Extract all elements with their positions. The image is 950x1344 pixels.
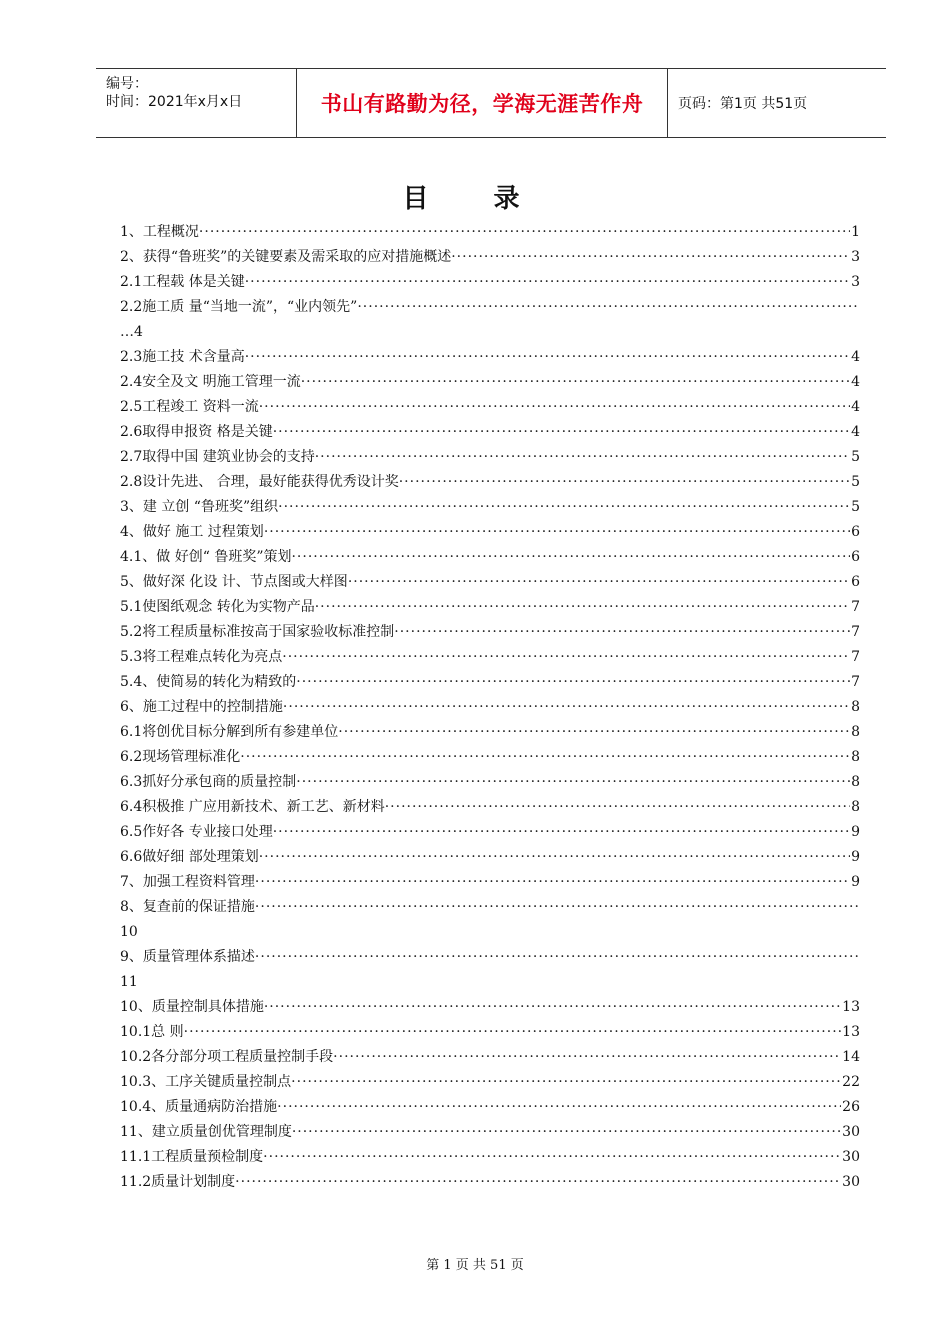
header-info-cell bbox=[96, 69, 297, 137]
toc-entry-title: 2.4安全及文 明施工管理一流 bbox=[120, 374, 301, 390]
toc-leader-dots bbox=[292, 1120, 841, 1145]
toc-entry-page: 8 bbox=[851, 724, 860, 740]
toc-leader-dots bbox=[255, 945, 860, 970]
toc-entry-page: 11 bbox=[120, 974, 138, 990]
toc-entry-title: 3、建 立创 “鲁班奖”组织 bbox=[120, 499, 279, 515]
toc-entry-title: 6.3抓好分承包商的质量控制 bbox=[120, 774, 297, 790]
toc-leader-dots bbox=[291, 1070, 841, 1095]
toc-entry-title: 7、加强工程资料管理 bbox=[120, 874, 255, 890]
toc-entry-page: 6 bbox=[851, 549, 860, 565]
toc-entry-page: 4 bbox=[851, 424, 860, 440]
table-of-contents bbox=[120, 220, 860, 1195]
toc-entry-page: 5 bbox=[851, 474, 860, 490]
toc-entry[interactable] bbox=[120, 520, 860, 545]
toc-entry[interactable] bbox=[120, 1070, 860, 1095]
toc-entry[interactable] bbox=[120, 695, 860, 720]
toc-entry-title: 5.4、使简易的转化为精致的 bbox=[120, 674, 297, 690]
toc-entry-page: 8 bbox=[851, 749, 860, 765]
toc-entry-page: 5 bbox=[851, 449, 860, 465]
toc-entry[interactable] bbox=[120, 595, 860, 620]
toc-entry-page: 30 bbox=[842, 1174, 860, 1190]
toc-leader-dots bbox=[255, 895, 860, 920]
toc-leader-dots bbox=[259, 395, 850, 420]
toc-entry-title: 2.6取得申报资 格是关键 bbox=[120, 424, 273, 440]
toc-leader-dots bbox=[282, 645, 850, 670]
toc-entry-page: 6 bbox=[851, 524, 860, 540]
toc-leader-dots bbox=[264, 995, 841, 1020]
toc-entry-title: 6.5作好各 专业接口处理 bbox=[120, 824, 273, 840]
page-footer: 第 1 页 共 51 页 bbox=[426, 1258, 524, 1273]
toc-entry[interactable] bbox=[120, 570, 860, 595]
toc-leader-dots bbox=[357, 295, 860, 320]
toc-entry[interactable] bbox=[120, 295, 860, 345]
toc-entry-title: 8、复查前的保证措施 bbox=[120, 899, 255, 915]
toc-leader-dots bbox=[277, 1095, 841, 1120]
toc-entry[interactable] bbox=[120, 870, 860, 895]
toc-entry-page: 13 bbox=[842, 1024, 860, 1040]
toc-leader-dots bbox=[199, 220, 850, 245]
toc-entry-page: 30 bbox=[842, 1149, 860, 1165]
toc-entry-title: 5、做好深 化设 计、节点图或大样图 bbox=[120, 574, 348, 590]
toc-entry-page: 1 bbox=[851, 224, 860, 240]
toc-entry-page: 30 bbox=[842, 1124, 860, 1140]
toc-entry-page: 8 bbox=[851, 699, 860, 715]
toc-entry-title: 11.2质量计划制度 bbox=[120, 1174, 236, 1190]
header-page-cell bbox=[668, 69, 886, 137]
toc-leader-dots bbox=[296, 770, 850, 795]
toc-entry-page: 7 bbox=[851, 674, 860, 690]
toc-entry-title: 10.2各分部分项工程质量控制手段 bbox=[120, 1049, 334, 1065]
toc-entry[interactable] bbox=[120, 395, 860, 420]
toc-leader-dots bbox=[385, 795, 850, 820]
toc-leader-dots bbox=[273, 420, 850, 445]
toc-entry-page: 7 bbox=[851, 599, 860, 615]
toc-leader-dots bbox=[315, 445, 850, 470]
toc-entry[interactable] bbox=[120, 895, 860, 945]
toc-entry-title: 4.1、做 好创“ 鲁班奖”策划 bbox=[120, 549, 292, 565]
toc-entry[interactable] bbox=[120, 1120, 860, 1145]
toc-leader-dots bbox=[394, 620, 850, 645]
toc-entry-page: 9 bbox=[851, 824, 860, 840]
toc-entry[interactable] bbox=[120, 545, 860, 570]
toc-entry-title: 2.3施工技 术含量高 bbox=[120, 349, 245, 365]
toc-entry-page: 5 bbox=[851, 499, 860, 515]
toc-entry-title: 6.4积极推 广应用新技术、新工艺、新材料 bbox=[120, 799, 385, 815]
toc-entry-title: 2.7取得中国 建筑业协会的支持 bbox=[120, 449, 315, 465]
toc-entry-page: 9 bbox=[851, 874, 860, 890]
toc-entry[interactable] bbox=[120, 495, 860, 520]
toc-leader-dots bbox=[333, 1045, 841, 1070]
toc-entry-title: 2.2施工质 量“当地一流”，“业内领先” bbox=[120, 299, 358, 315]
header-page-label: 页码：第1页 共51页 bbox=[678, 96, 808, 112]
toc-leader-dots bbox=[255, 870, 850, 895]
toc-entry-title: 2、获得“鲁班奖”的关键要素及需采取的应对措施概述 bbox=[120, 249, 452, 265]
toc-entry[interactable] bbox=[120, 1020, 860, 1045]
toc-entry-page: 7 bbox=[851, 624, 860, 640]
toc-entry-page: 4 bbox=[851, 399, 860, 415]
toc-entry-page: 9 bbox=[851, 849, 860, 865]
document-time-label: 时间：2021年x月x日 bbox=[106, 94, 243, 110]
toc-entry-page: 3 bbox=[851, 249, 860, 265]
toc-entry-page: 4 bbox=[134, 324, 143, 340]
toc-entry[interactable] bbox=[120, 1045, 860, 1070]
toc-entry-title: 11.1工程质量预检制度 bbox=[120, 1149, 264, 1165]
toc-entry[interactable] bbox=[120, 670, 860, 695]
toc-leader-dots bbox=[278, 495, 850, 520]
toc-leader-dots bbox=[273, 820, 850, 845]
toc-entry-title: 6.1将创优目标分解到所有参建单位 bbox=[120, 724, 339, 740]
toc-entry-title: 10.3、工序关键质量控制点 bbox=[120, 1074, 292, 1090]
toc-entry-title: 4、做好 施工 过程策划 bbox=[120, 524, 264, 540]
toc-entry-page: 6 bbox=[851, 574, 860, 590]
toc-entry-title: 5.3将工程难点转化为亮点 bbox=[120, 649, 283, 665]
toc-entry-title: 1、工程概况 bbox=[120, 224, 199, 240]
toc-entry[interactable] bbox=[120, 995, 860, 1020]
toc-entry[interactable] bbox=[120, 945, 860, 995]
toc-entry-page: 26 bbox=[842, 1099, 860, 1115]
toc-entry-title: 10.4、质量通病防治措施 bbox=[120, 1099, 278, 1115]
toc-entry[interactable] bbox=[120, 1095, 860, 1120]
toc-entry-page: 8 bbox=[851, 799, 860, 815]
toc-entry-title: 5.2将工程质量标准按高于国家验收标准控制 bbox=[120, 624, 395, 640]
toc-entry-title: 2.5工程竣工 资料一流 bbox=[120, 399, 259, 415]
toc-leader-dots bbox=[283, 695, 850, 720]
toc-entry[interactable] bbox=[120, 245, 860, 270]
toc-entry-page: 8 bbox=[851, 774, 860, 790]
toc-leader-dots bbox=[263, 1145, 841, 1170]
toc-entry[interactable] bbox=[120, 370, 860, 395]
toc-leader-dots bbox=[259, 845, 850, 870]
toc-entry[interactable] bbox=[120, 1170, 860, 1195]
toc-entry-title: 2.8设计先进、 合理，最好能获得优秀设计奖 bbox=[120, 474, 399, 490]
toc-entry[interactable] bbox=[120, 470, 860, 495]
toc-entry-title: 10、质量控制具体措施 bbox=[120, 999, 264, 1015]
toc-entry-page: 4 bbox=[851, 374, 860, 390]
toc-entry[interactable] bbox=[120, 820, 860, 845]
toc-entry[interactable] bbox=[120, 845, 860, 870]
toc-leader-dots bbox=[245, 270, 850, 295]
header-motto-cell bbox=[297, 69, 668, 137]
toc-entry-title: 6.6做好细 部处理策划 bbox=[120, 849, 259, 865]
toc-entry[interactable] bbox=[120, 795, 860, 820]
toc-entry-page: 22 bbox=[842, 1074, 860, 1090]
toc-entry-page: 10 bbox=[120, 924, 138, 940]
toc-entry-page: 7 bbox=[851, 649, 860, 665]
toc-leader-dots bbox=[338, 720, 850, 745]
toc-entry-title: 11、建立质量创优管理制度 bbox=[120, 1124, 292, 1140]
header-motto: 书山有路勤为径，学海无涯苦作舟 bbox=[320, 92, 644, 116]
toc-entry[interactable] bbox=[120, 745, 860, 770]
toc-leader-dots bbox=[245, 345, 850, 370]
toc-entry-title: 6.2现场管理标准化 bbox=[120, 749, 241, 765]
toc-entry-title: 2.1工程载 体是关键 bbox=[120, 274, 245, 290]
toc-entry-page: 13 bbox=[842, 999, 860, 1015]
toc-leader-dots bbox=[264, 520, 850, 545]
toc-entry-page: 3 bbox=[851, 274, 860, 290]
toc-leader-dots bbox=[184, 1020, 842, 1045]
toc-entry[interactable] bbox=[120, 720, 860, 745]
toc-leader-dots bbox=[451, 245, 850, 270]
toc-entry-page: 4 bbox=[851, 349, 860, 365]
toc-leader-dots bbox=[296, 670, 850, 695]
toc-entry[interactable] bbox=[120, 620, 860, 645]
toc-leader-dots bbox=[301, 370, 850, 395]
page-header bbox=[96, 68, 886, 138]
page-title: 目 录 bbox=[402, 184, 548, 214]
document-number-label: 编号： bbox=[106, 76, 148, 92]
toc-entry-title: 5.1使图纸观念 转化为实物产品 bbox=[120, 599, 315, 615]
toc-entry-title: 10.1总 则 bbox=[120, 1024, 184, 1040]
toc-entry[interactable] bbox=[120, 1145, 860, 1170]
toc-leader-dots bbox=[348, 570, 850, 595]
toc-entry-page: 14 bbox=[842, 1049, 860, 1065]
toc-entry[interactable] bbox=[120, 770, 860, 795]
toc-entry[interactable] bbox=[120, 270, 860, 295]
toc-leader-dots bbox=[315, 595, 850, 620]
toc-entry[interactable] bbox=[120, 220, 860, 245]
toc-entry[interactable] bbox=[120, 645, 860, 670]
toc-leader-dots bbox=[291, 545, 850, 570]
toc-leader-dots bbox=[235, 1170, 841, 1195]
toc-leader-dots bbox=[240, 745, 850, 770]
toc-wrap-prefix: … bbox=[120, 324, 134, 340]
toc-entry[interactable] bbox=[120, 445, 860, 470]
toc-entry-title: 9、质量管理体系描述 bbox=[120, 949, 255, 965]
toc-entry[interactable] bbox=[120, 420, 860, 445]
toc-entry[interactable] bbox=[120, 345, 860, 370]
toc-entry-title: 6、施工过程中的控制措施 bbox=[120, 699, 283, 715]
toc-leader-dots bbox=[399, 470, 850, 495]
